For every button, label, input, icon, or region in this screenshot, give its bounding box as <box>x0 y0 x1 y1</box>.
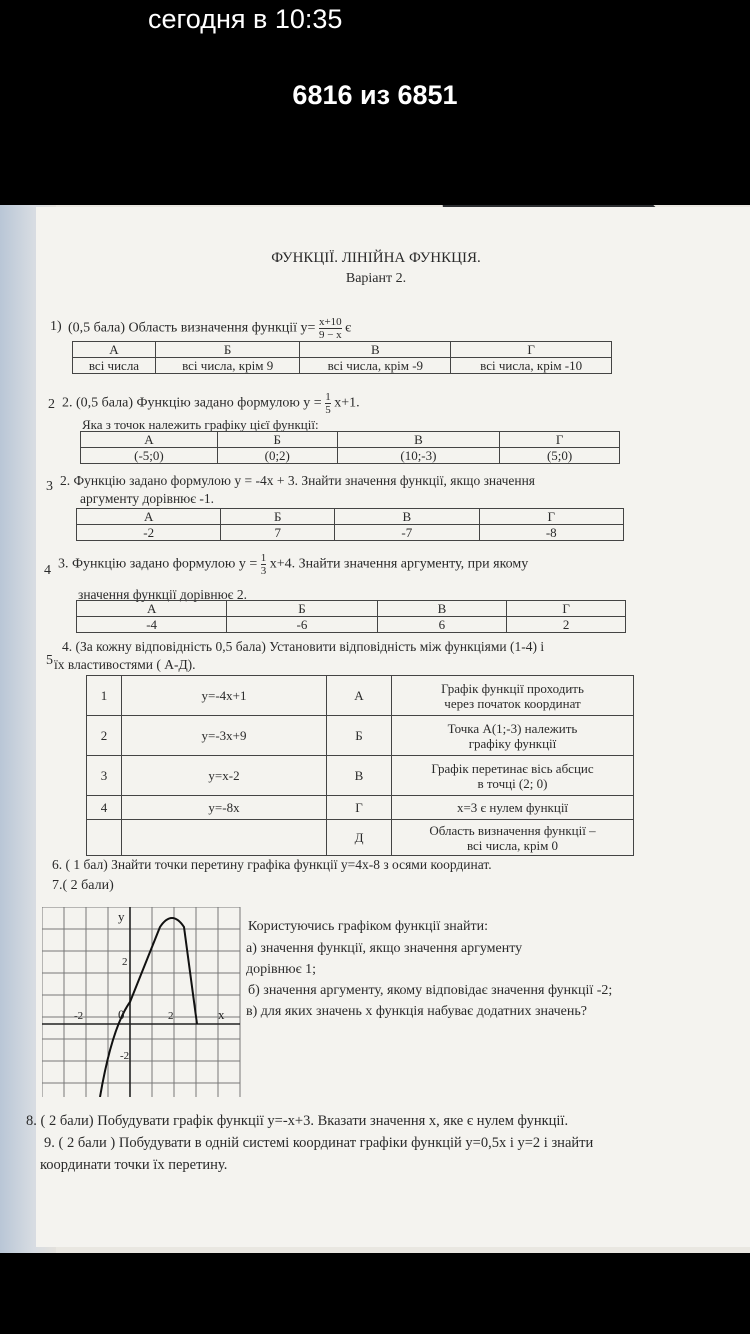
q7-label: 7.( 2 бали) <box>52 878 114 893</box>
q7-part-a-line2: дорівнює 1; <box>246 962 316 977</box>
q2-letter-v: В <box>337 432 500 448</box>
q3-answer-b: 7 <box>221 525 335 541</box>
q2-margin-mark: 2 <box>48 397 55 412</box>
q5-text-line2: їх властивостями ( А-Д). <box>54 657 196 672</box>
q1-answer-a: всі числа <box>73 358 156 374</box>
q1-margin-mark: 1) <box>50 319 62 334</box>
q5-row1-prop: Графік функції проходить через початок координат <box>392 676 634 716</box>
q1-text: (0,5 бала) Область визначення функції у= $\frac{x+10}{9 - x}$ є <box>68 316 352 341</box>
q7-axis-x-label: х <box>218 1007 225 1022</box>
q2-letter-a: А <box>81 432 218 448</box>
q3-answer-g: -8 <box>479 525 623 541</box>
q5-row1-letter: А <box>327 676 392 716</box>
q3-margin-mark: 3 <box>46 479 53 494</box>
q3-letter-a: А <box>77 509 221 525</box>
q1-letter-v: В <box>300 342 451 358</box>
q2-subquestion: Яка з точок належить графіку цієї функції: <box>82 417 319 432</box>
q4-answer-b: -6 <box>227 617 377 633</box>
q2-text: 2. (0,5 бала) Функцію задано формулою у = $\frac{1}{5}$ x+1. <box>62 391 360 416</box>
q5-row1-func: у=-4х+1 <box>122 676 327 716</box>
photo-view[interactable] <box>0 205 750 1253</box>
q5-row5-prop: Область визначення функції – всі числа, крім 0 <box>392 820 634 856</box>
q5-row1-num: 1 <box>87 676 122 716</box>
q4-text-line2: значення функції дорівнює 2. <box>78 587 247 602</box>
q7-tick-2y: 2 <box>122 956 128 968</box>
q4-letter-a: А <box>77 601 227 617</box>
q3-text: 2. Функцію задано формулою у = -4х + 3. Знайти значення функції, якщо значення <box>60 473 536 488</box>
q5-row4-num: 4 <box>87 796 122 820</box>
q4-answer-a: -4 <box>77 617 227 633</box>
q1-answer-table <box>72 341 612 374</box>
q5-row3-func: у=х-2 <box>122 756 327 796</box>
viewer-footer <box>0 1253 750 1334</box>
q5-row5-letter: Д <box>327 820 392 856</box>
q5-row4-func: у=-8х <box>122 796 327 820</box>
q1-letter-b: Б <box>155 342 299 358</box>
q4-answer-g: 2 <box>507 617 626 633</box>
q2-answer-a: (-5;0) <box>81 448 218 464</box>
viewer-header <box>0 0 750 205</box>
q3-answer-a: -2 <box>77 525 221 541</box>
q7-intro: Користуючись графіком функції знайти: <box>248 919 488 934</box>
q1-answer-b: всі числа, крім 9 <box>155 358 299 374</box>
q7-part-b: б) значення аргументу, якому відповідає значення функції -2; <box>248 983 613 998</box>
q3-letter-v: В <box>335 509 479 525</box>
q2-answer-b: (0;2) <box>217 448 337 464</box>
q5-row2-letter: Б <box>327 716 392 756</box>
q3-letter-g: Г <box>479 509 623 525</box>
q5-row5-func <box>122 820 327 856</box>
q1-letter-g: Г <box>451 342 612 358</box>
q7-origin-label: 0 <box>118 1007 125 1022</box>
q5-row4-prop: х=3 є нулем функції <box>392 796 634 820</box>
q5-margin-mark: 5 <box>46 653 53 668</box>
q5-row3-num: 3 <box>87 756 122 796</box>
q2-letter-g: Г <box>500 432 620 448</box>
q7-function-graph <box>42 907 242 1097</box>
q3-answer-v: -7 <box>335 525 479 541</box>
q2-letter-b: Б <box>217 432 337 448</box>
q5-row3-letter: В <box>327 756 392 796</box>
q7-axis-y-label: у <box>118 909 125 924</box>
q4-answer-table <box>76 600 626 633</box>
q5-match-table <box>86 675 634 856</box>
photo-date-label: сегодня в 10:35 <box>148 4 343 34</box>
q7-part-a: а) значення функції, якщо значення аргументу <box>246 941 523 956</box>
q2-answer-v: (10;-3) <box>337 448 500 464</box>
q4-answer-v: 6 <box>377 617 507 633</box>
q1-letter-a: А <box>73 342 156 358</box>
worksheet-paper <box>26 207 750 1247</box>
q9-text: 9. ( 2 бали ) Побудувати в одній системі координат графіки функцій у=0,5х і у=2 і знайти <box>44 1135 594 1151</box>
q7-tick-2x: 2 <box>168 1010 174 1022</box>
q5-row2-num: 2 <box>87 716 122 756</box>
q7-part-c: в) для яких значень х функція набуває додатних значень? <box>246 1004 587 1019</box>
q2-answer-table <box>80 431 620 464</box>
photo-counter: 6816 из 6851 <box>292 80 458 110</box>
q1-answer-v: всі числа, крім -9 <box>300 358 451 374</box>
q4-letter-b: Б <box>227 601 377 617</box>
q7-tick-m2y: -2 <box>120 1050 130 1062</box>
q9-text-line2: координати точки їх перетину. <box>40 1157 228 1173</box>
q3-text-line2: аргументу дорівнює -1. <box>80 491 215 506</box>
worksheet-title: ФУНКЦІЇ. ЛІНІЙНА ФУНКЦІЯ. <box>271 250 481 266</box>
q4-letter-v: В <box>377 601 507 617</box>
q1-answer-g: всі числа, крім -10 <box>451 358 612 374</box>
q8-text: 8. ( 2 бали) Побудувати графік функції у=-х+3. Вказати значення х, яке є нулем функції. <box>26 1113 569 1129</box>
q6-text: 6. ( 1 бал) Знайти точки перетину графіка функції у=4х-8 з осями координат. <box>52 857 492 872</box>
q3-letter-b: Б <box>221 509 335 525</box>
q5-row2-prop: Точка А(1;-3) належить графіку функції <box>392 716 634 756</box>
q5-row2-func: у=-3х+9 <box>122 716 327 756</box>
q5-row3-prop: Графік перетинає вісь абсцис в точці (2; 0) <box>392 756 634 796</box>
q4-text: 3. Функцію задано формулою у = $\frac{1}{3}$ х+4. Знайти значення аргументу, при якому <box>58 552 529 577</box>
q2-answer-g: (5;0) <box>500 448 620 464</box>
q4-margin-mark: 4 <box>44 563 51 578</box>
q5-row4-letter: Г <box>327 796 392 820</box>
q7-tick-m2x: -2 <box>74 1010 84 1022</box>
q5-text: 4. (За кожну відповідність 0,5 бала) Установити відповідність між функціями (1-4) і <box>62 639 545 654</box>
q3-answer-table <box>76 508 624 541</box>
worksheet-variant: Варіант 2. <box>345 271 407 286</box>
q4-letter-g: Г <box>507 601 626 617</box>
q5-row5-num <box>87 820 122 856</box>
